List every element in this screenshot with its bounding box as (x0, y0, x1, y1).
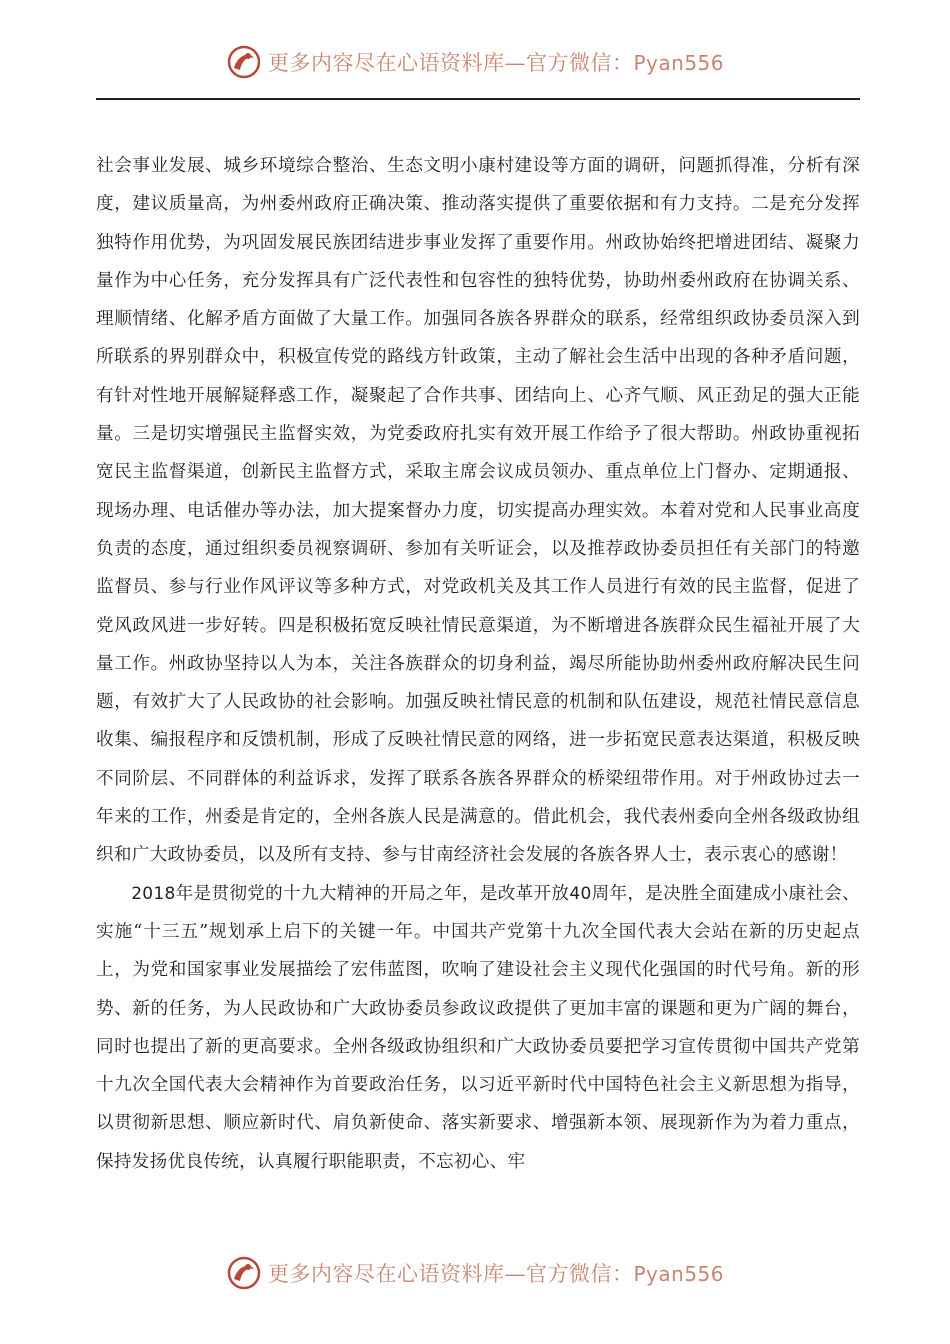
paragraph-1: 社会事业发展、城乡环境综合整治、生态文明小康村建设等方面的调研，问题抓得准，分析有深度，建议质量高，为州委州政府正确决策、推动落实提供了重要依据和有力支持。二是充分发挥独特作用优势，为巩固发展民族团结进步事业发挥了重要作用。州政协始终把增进团结、凝聚力量作为中心任务，充分发挥具有广泛代表性和包容性的独特优势，协助州委州政府在协调关系、理顺情绪、化解矛盾方面做了大量工作。加强同各族各界群众的联系，经常组织政协委员深入到所联系的界别群众中，积极宣传党的路线方针政策，主动了解社会生活中出现的各种矛盾问题，有针对性地开展解疑释惑工作，凝聚起了合作共事、团结向上、心齐气顺、风正劲足的强大正能量。三是切实增强民主监督实效，为党委政府扎实有效开展工作给予了很大帮助。州政协重视拓宽民主监督渠道，创新民主监督方式，采取主席会议成员领办、重点单位上门督办、定期通报、现场办理、电话催办等办法，加大提案督办力度，切实提高办理实效。本着对党和人民事业高度负责的态度，通过组织委员视察调研、参加有关听证会，以及推荐政协委员担任有关部门的特邀监督员、参与行业作风评议等多种方式，对党政机关及其工作人员进行有效的民主监督，促进了党风政风进一步好转。四是积极拓宽反映社情民意渠道，为不断增进各族群众民生福祉开展了大量工作。州政协坚持以人为本，关注各族群众的切身利益，竭尽所能协助州委州政府解决民生问题，有效扩大了人民政协的社会影响。加强反映社情民意的机制和队伍建设，规范社情民意信息收集、编报程序和反馈机制，形成了反映社情民意的网络，进一步拓宽民意表达渠道，积极反映不同阶层、不同群体的利益诉求，发挥了联系各族各界群众的桥梁纽带作用。对于州政协过去一年来的工作，州委是肯定的，全州各族人民是满意的。借此机会，我代表州委向全州各级政协组织和广大政协委员，以及所有支持、参与甘南经济社会发展的各族各界人士，表示衷心的感谢！ (96, 156, 860, 866)
anniversary-number: 40 (569, 883, 592, 904)
logo-icon (226, 1255, 262, 1291)
paragraph-2 (96, 875, 860, 1181)
header-divider (96, 98, 860, 100)
document-body (96, 147, 860, 1181)
logo-icon (226, 44, 262, 80)
year-number: 2018 (131, 883, 176, 904)
footer-watermark (0, 1253, 950, 1293)
paragraph-2-part-b: 周年，是决胜全面建成小康社会、实施“十三五”规划承上启下的关键一年。中国共产党第十九次全国代表大会站在新的历史起点上，为党和国家事业发展描绘了宏伟蓝图，吹响了建设社会主义现代化强国的时代号角。新的形势、新的任务，为人民政协和广大政协委员参政议政提供了更加丰富的课题和更为广阔的舞台，同时也提出了新的更高要求。全州各级政协组织和广大政协委员要把学习宣传贯彻中国共产党第十九次全国代表大会精神作为首要政治任务，以习近平新时代中国特色社会主义新思想为指导，以贯彻新思想、顺应新时代、肩负新使命、落实新要求、增强新本领、展现新作为为着力重点，保持发扬优良传统，认真履行职能职责，不忘初心、牢 (96, 883, 860, 1172)
watermark-text: 更多内容尽在心语资料库—官方微信：Pyan556 (267, 1262, 724, 1286)
header-watermark (0, 42, 950, 82)
paragraph-2-part-a: 年是贯彻党的十九大精神的开局之年，是改革开放 (175, 883, 570, 904)
watermark-text: 更多内容尽在心语资料库—官方微信：Pyan556 (267, 51, 724, 75)
